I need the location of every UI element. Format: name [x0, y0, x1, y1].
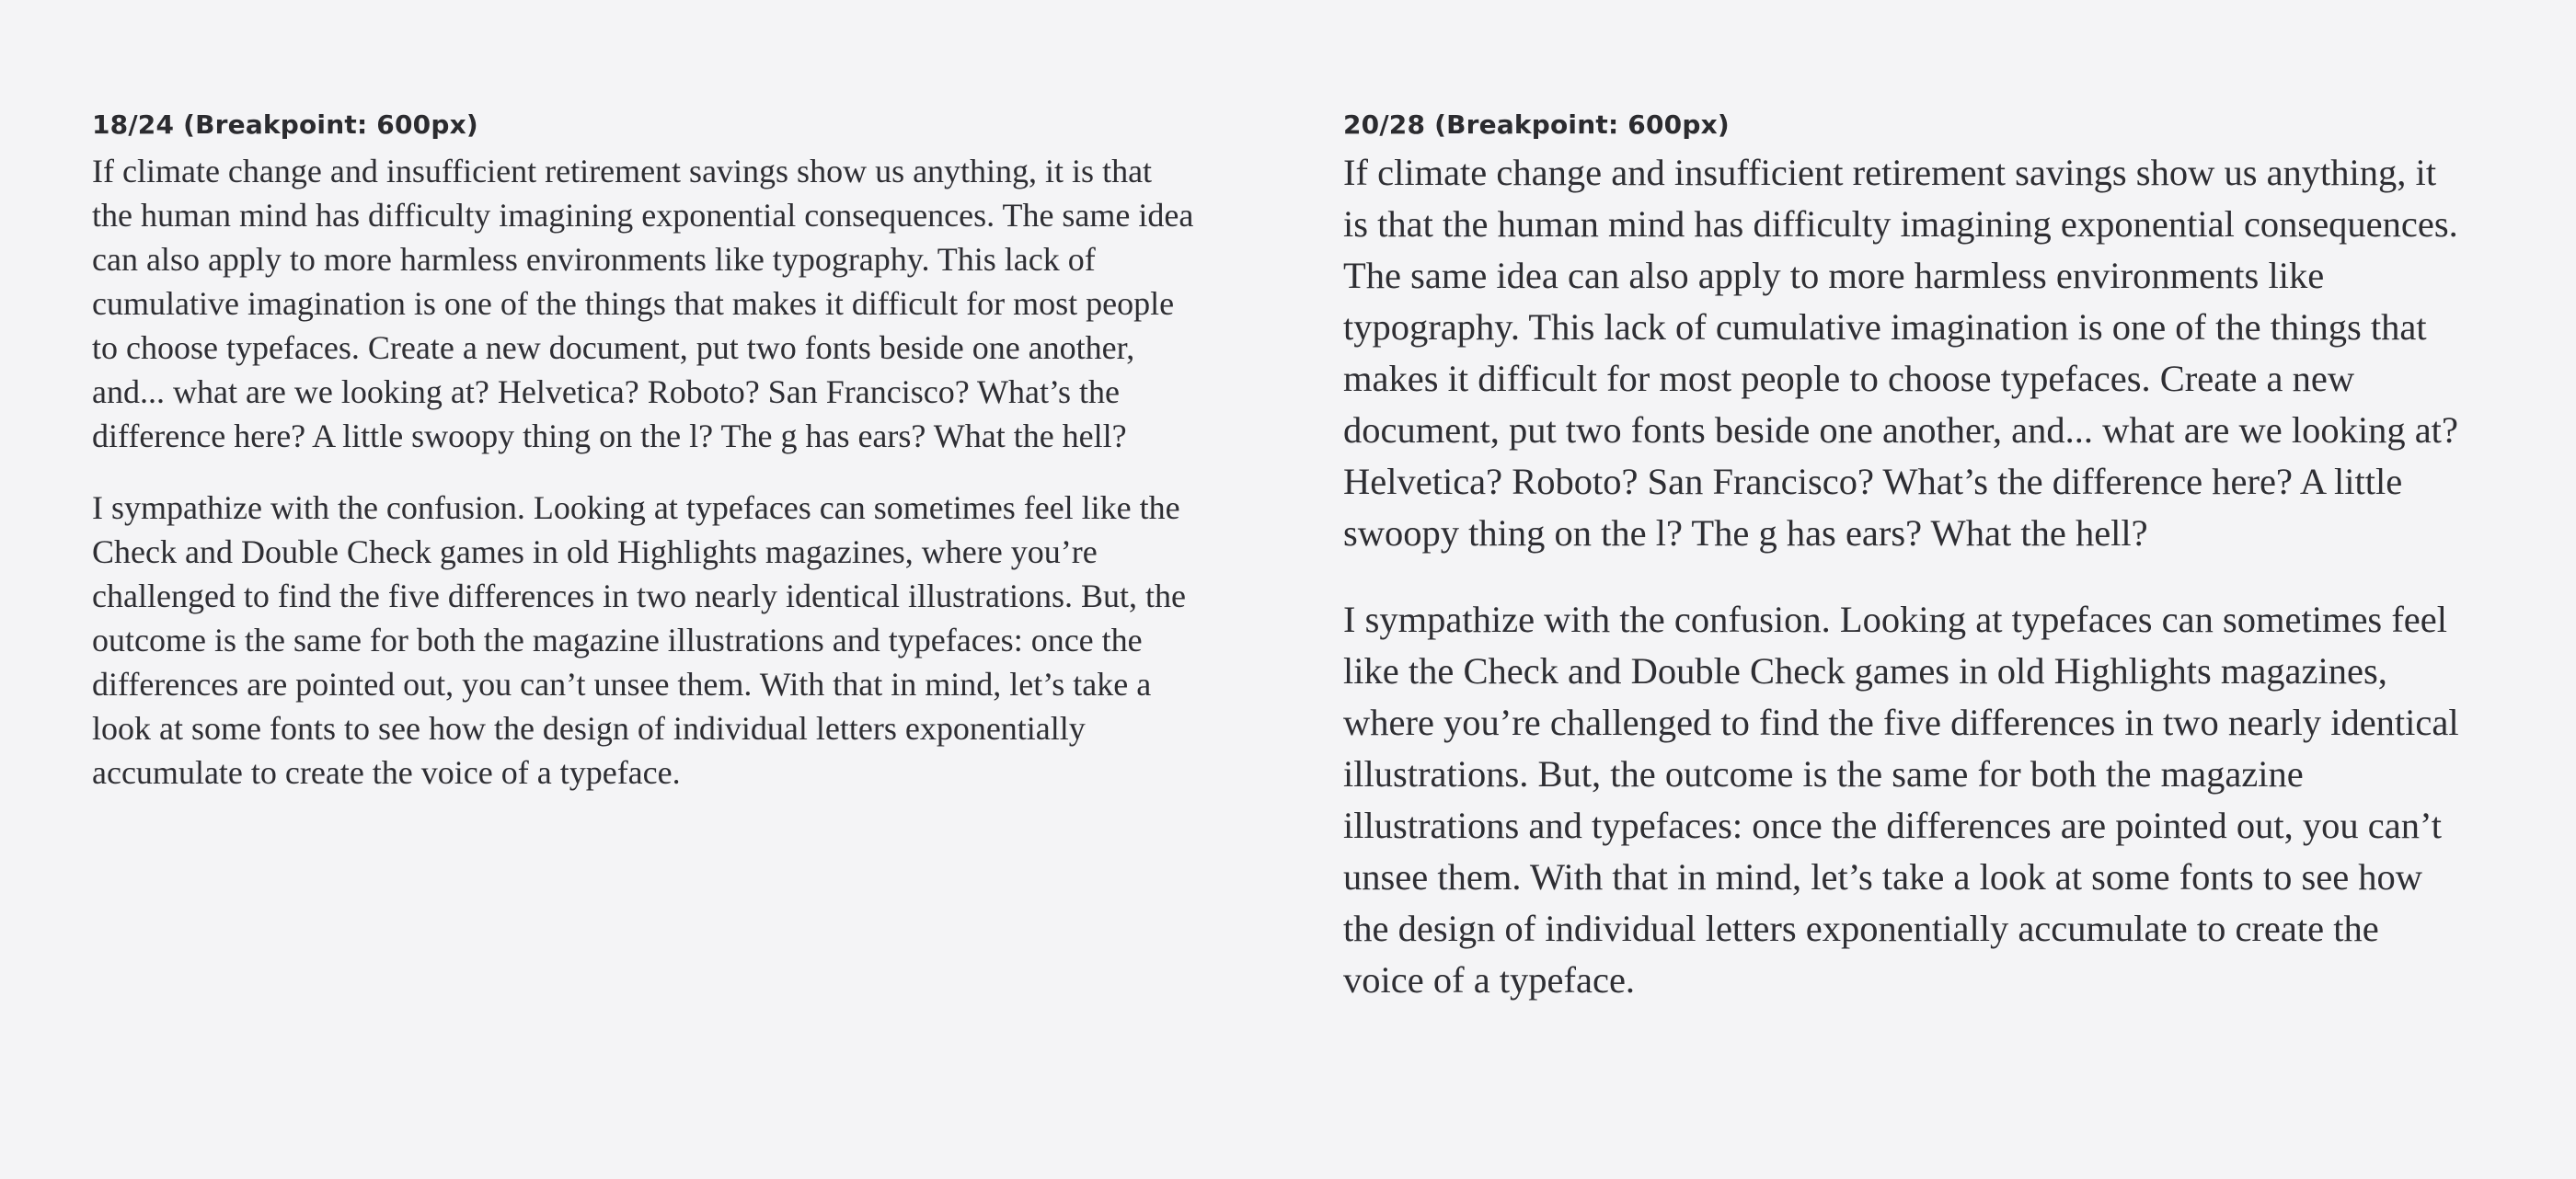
body-paragraph: If climate change and insufficient retirement savings show us anything, it is that the human mind has difficulty imagining exponential consequences. The same idea can also apply to more harmless environments like typography. This lack of cumulative imagination is one of the things that makes it difficult for most people to choose typefaces. Create a new document, put two fonts beside one another, and... what are we looking at? Helvetica? Roboto? San Francisco? What’s the difference here? A little swoopy thing on the l? The g has ears? What the hell? — [92, 153, 1194, 454]
body-paragraph: If climate change and insufficient retirement savings show us anything, it is that the human mind has difficulty imagining exponential consequences. The same idea can also apply to more harmless environments like typography. This lack of cumulative imagination is one of the things that makes it difficult for most people to choose typefaces. Create a new document, put two fonts beside one another, and... what are we looking at? Helvetica? Roboto? San Francisco? What’s the difference here? A little swoopy thing on the l? The g has ears? What the hell? — [1343, 152, 2458, 554]
body-paragraph: I sympathize with the confusion. Looking at typefaces can sometimes feel like the Check and Double Check games in old Highlights magazines, where you’re challenged to find the five differences in two nearly identical illustrations. But, the outcome is the same for both the magazine illustrations and typefaces: once the differences are pointed out, you can’t unsee them. With that in mind, let’s take a look at some fonts to see how the design of individual letters exponentially accumulate to create the voice of a typeface. — [92, 489, 1186, 791]
sample-column-18-24 — [92, 107, 1196, 795]
sample-label: 20/28 (Breakpoint: 600px) — [1343, 109, 1730, 140]
sample-label: 18/24 (Breakpoint: 600px) — [92, 109, 478, 140]
body-paragraph: I sympathize with the confusion. Looking at typefaces can sometimes feel like the Check and Double Check games in old Highlights magazines, where you’re challenged to find the five differences in two nearly identical illustrations. But, the outcome is the same for both the magazine illustrations and typefaces: once the differences are pointed out, you can’t unsee them. With that in mind, let’s take a look at some fonts to see how the design of individual letters exponentially accumulate to create the voice of a typeface. — [1343, 599, 2459, 1001]
sample-column-20-28 — [1343, 107, 2466, 1006]
